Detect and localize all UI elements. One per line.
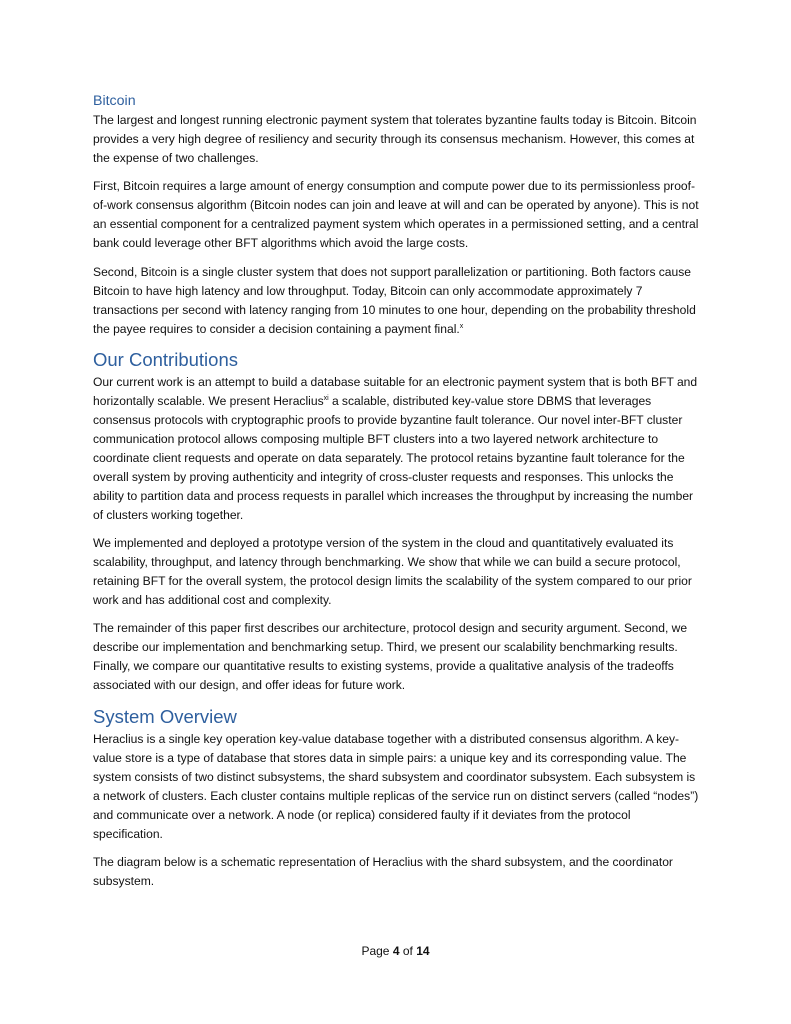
of-word: of bbox=[402, 944, 413, 958]
bitcoin-paragraph-3-text: Second, Bitcoin is a single cluster system that does not support parallelization or partitioning. Both factors cause Bitcoin to have high latency and low throughput. Today, Bitcoin can only accommodate approximately 7 transactions per second with latency ranging from 10 minutes to one hour, depending on the probability threshold the payee requires to consider a decision containing a payment final. bbox=[93, 264, 696, 336]
contributions-paragraph-1 bbox=[93, 373, 703, 525]
current-page-number: 4 bbox=[392, 944, 400, 958]
footnote-marker: xi bbox=[323, 394, 329, 402]
bitcoin-paragraph-2: First, Bitcoin requires a large amount of energy consumption and compute power due to its permissionless proof-of-work consensus algorithm (Bitcoin nodes can join and leave at will and can be operated by anyone). This is not an essential component for a centralized payment system which operates in a permissioned setting, and a central bank could leverage other BFT algorithms which avoid the large costs. bbox=[93, 179, 699, 251]
overview-paragraph-1: Heraclius is a single key operation key-value database together with a distributed consensus algorithm. A key-value store is a type of database that stores data in simple pairs: a unique key and its corresponding value. The system consists of two distinct subsystems, the shard subsystem and coordinator subsystem. Each subsystem is a network of clusters. Each cluster contains multiple replicas of the service run on distinct servers (called “nodes”) and communicate over a network. A node (or replica) considered faulty if it deviates from the protocol specification. bbox=[93, 731, 699, 841]
contributions-paragraph-3: The remainder of this paper first describes our architecture, protocol design and security argument. Second, we describe our implementation and benchmarking setup. Third, we present our scalability benchmarking results. Finally, we compare our quantitative results to existing systems, provide a qualitative analysis of the tradeoffs associated with our design, and offer ideas for future work. bbox=[93, 621, 688, 693]
bitcoin-paragraph-1: The largest and longest running electronic payment system that tolerates byzantine faults today is Bitcoin. Bitcoin provides a very high degree of resiliency and security through its consensus mechanism. However, this comes at the expense of two challenges. bbox=[93, 113, 697, 165]
bitcoin-paragraph-3 bbox=[93, 263, 703, 339]
overview-paragraph-2: The diagram below is a schematic representation of Heraclius with the shard subsystem, and the coordinator subsystem. bbox=[93, 854, 673, 888]
contributions-paragraph-1-text-b: a scalable, distributed key-value store DBMS that leverages consensus protocols with cryptographic proofs to provide byzantine fault tolerance. Our novel inter-BFT cluster communication protocol allows composing multiple BFT clusters into a two layered network architecture to coordinate client requests and operate on data separately. The protocol retains byzantine fault tolerance for the overall system by proving authenticity and integrity of cross-cluster requests and responses. This unlocks the ability to partition data and process requests in parallel which increases the throughput by increasing the number of clusters working together. bbox=[93, 393, 694, 522]
page-footer bbox=[0, 944, 791, 958]
contributions-paragraph-1-text-a: Our current work is an attempt to build a database suitable for an electronic payment system that is both BFT and horizontally scalable. We present Heraclius bbox=[93, 374, 698, 408]
heading-system-overview: System Overview bbox=[93, 705, 237, 727]
heading-our-contributions: Our Contributions bbox=[93, 348, 238, 370]
page-word: Page bbox=[361, 944, 390, 958]
footnote-marker: x bbox=[459, 322, 464, 330]
contributions-paragraph-2: We implemented and deployed a prototype version of the system in the cloud and quantitatively evaluated its scalability, throughput, and latency through benchmarking. We show that while we can build a secure protocol, retaining BFT for the overall system, the protocol design limits the scalability of the system compared to our prior work and has additional cost and complexity. bbox=[93, 536, 692, 607]
total-pages-number: 14 bbox=[416, 944, 430, 958]
page-body bbox=[93, 92, 703, 900]
heading-bitcoin: Bitcoin bbox=[93, 93, 136, 109]
